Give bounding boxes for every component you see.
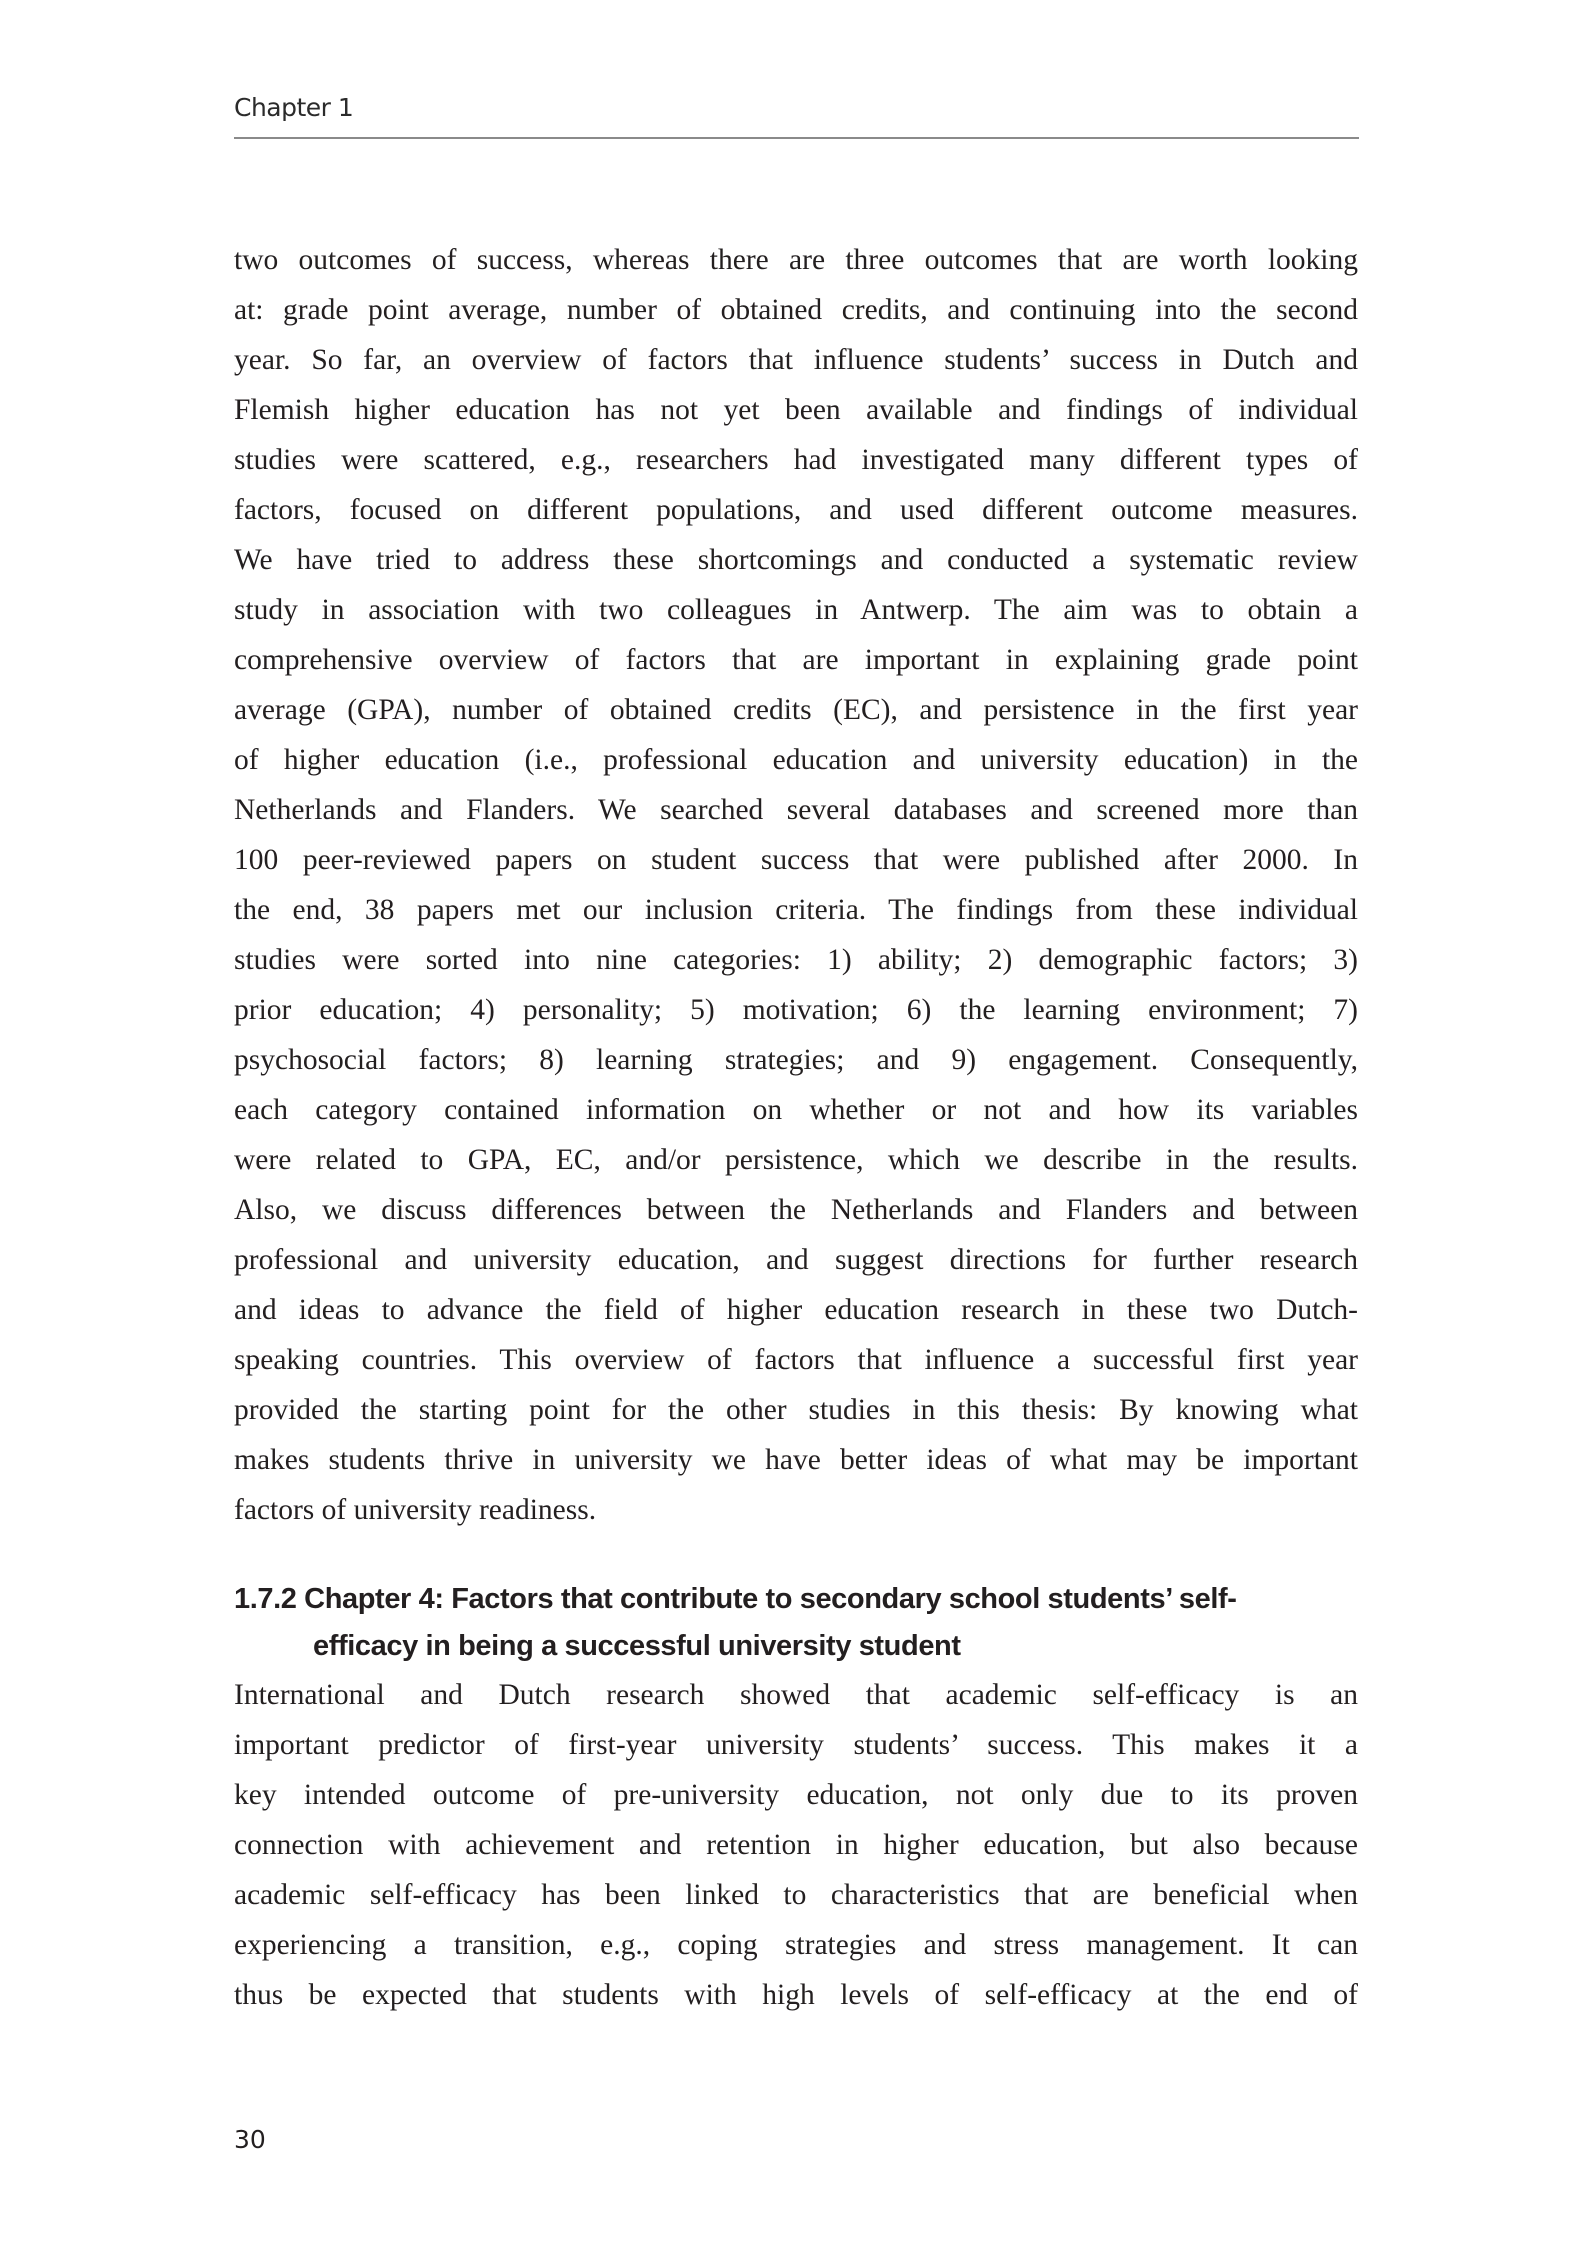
text-line: We have tried to address these shortcomings and conducted a systematic review (234, 544, 1358, 576)
text-line: year. So far, an overview of factors that influence students’ success in Dutch and (234, 344, 1358, 376)
text-line: Netherlands and Flanders. We searched several databases and screened more than (234, 794, 1358, 826)
text-line: studies were sorted into nine categories: 1) ability; 2) demographic factors; 3) (234, 944, 1358, 976)
text-line: thus be expected that students with high levels of self-efficacy at the end of (234, 1979, 1358, 2011)
page-number: 30 (234, 2125, 266, 2154)
text-line: studies were scattered, e.g., researchers had investigated many different types of (234, 444, 1358, 476)
text-line: key intended outcome of pre-university education, not only due to its proven (234, 1779, 1358, 1811)
header-rule (234, 137, 1359, 139)
section-heading-line-2: efficacy in being a successful university student (313, 1630, 961, 1662)
text-line: each category contained information on whether or not and how its variables (234, 1094, 1358, 1126)
text-line: 100 peer-reviewed papers on student success that were published after 2000. In (234, 844, 1358, 876)
text-line: average (GPA), number of obtained credits (EC), and persistence in the first year (234, 694, 1358, 726)
text-line: Also, we discuss differences between the Netherlands and Flanders and between (234, 1194, 1358, 1226)
text-line: factors of university readiness. (234, 1494, 597, 1526)
text-line: makes students thrive in university we have better ideas of what may be important (234, 1444, 1358, 1476)
running-header: Chapter 1 (234, 93, 354, 122)
text-line: prior education; 4) personality; 5) motivation; 6) the learning environment; 7) (234, 994, 1358, 1026)
text-line: and ideas to advance the field of higher education research in these two Dutch- (234, 1294, 1358, 1326)
text-line: connection with achievement and retention in higher education, but also because (234, 1829, 1358, 1861)
text-line: provided the starting point for the other studies in this thesis: By knowing what (234, 1394, 1358, 1426)
text-line: of higher education (i.e., professional education and university education) in the (234, 744, 1358, 776)
text-line: at: grade point average, number of obtained credits, and continuing into the second (234, 294, 1358, 326)
text-line: International and Dutch research showed that academic self-efficacy is an (234, 1679, 1358, 1711)
text-line: the end, 38 papers met our inclusion criteria. The findings from these individual (234, 894, 1358, 926)
text-line: experiencing a transition, e.g., coping strategies and stress management. It can (234, 1929, 1358, 1961)
text-line: factors, focused on different populations, and used different outcome measures. (234, 494, 1358, 526)
text-line: two outcomes of success, whereas there are three outcomes that are worth looking (234, 244, 1358, 276)
section-heading (234, 1576, 1358, 1670)
body-paragraph-2 (234, 1670, 1358, 2020)
text-line: psychosocial factors; 8) learning strategies; and 9) engagement. Consequently, (234, 1044, 1358, 1076)
text-line: academic self-efficacy has been linked to characteristics that are beneficial when (234, 1879, 1358, 1911)
section-heading-line-1: 1.7.2 Chapter 4: Factors that contribute to secondary school students’ self- (234, 1583, 1237, 1615)
text-line: were related to GPA, EC, and/or persistence, which we describe in the results. (234, 1144, 1358, 1176)
text-line: Flemish higher education has not yet been available and findings of individual (234, 394, 1358, 426)
text-line: speaking countries. This overview of factors that influence a successful first year (234, 1344, 1358, 1376)
text-line: study in association with two colleagues in Antwerp. The aim was to obtain a (234, 594, 1358, 626)
text-line: professional and university education, and suggest directions for further research (234, 1244, 1358, 1276)
text-line: important predictor of first-year university students’ success. This makes it a (234, 1729, 1358, 1761)
body-paragraph-1 (234, 235, 1358, 1535)
text-line: comprehensive overview of factors that are important in explaining grade point (234, 644, 1358, 676)
